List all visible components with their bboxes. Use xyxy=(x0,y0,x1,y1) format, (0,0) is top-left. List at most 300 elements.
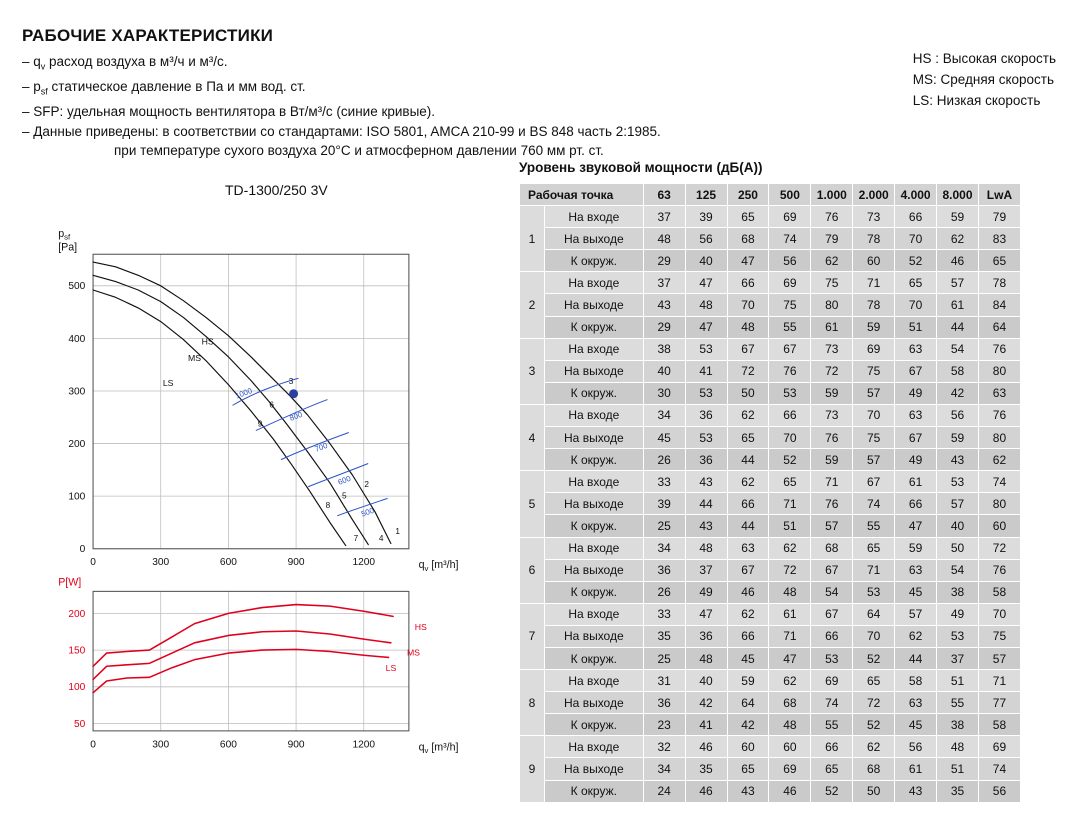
sfp-label-700: 700 xyxy=(313,440,329,454)
table-cell: 47 xyxy=(769,647,811,669)
row-label: На входе xyxy=(544,603,643,625)
table-cell: 74 xyxy=(978,471,1020,493)
table-cell: 69 xyxy=(811,670,853,692)
table-cell: 62 xyxy=(727,471,769,493)
table-cell: 33 xyxy=(643,603,685,625)
operating-point-3: 3 xyxy=(288,377,294,387)
table-header-row xyxy=(520,184,1021,206)
speed-legend xyxy=(913,48,1056,111)
row-label: К окруж. xyxy=(544,449,643,471)
table-row xyxy=(520,603,1021,625)
note-line-4: – Данные приведены: в соответствии со стандартами: ISO 5801, AMCA 210-99 и BS 848 часть 2:1985. xyxy=(22,123,661,139)
table-cell: 69 xyxy=(978,736,1020,758)
table-cell: 65 xyxy=(978,250,1020,272)
power-y-tick-label: 100 xyxy=(68,682,86,694)
table-cell: 43 xyxy=(643,294,685,316)
table-cell: 53 xyxy=(811,647,853,669)
table-cell: 80 xyxy=(978,427,1020,449)
table-cell: 65 xyxy=(727,758,769,780)
table-cell: 60 xyxy=(853,250,895,272)
table-row xyxy=(520,559,1021,581)
table-row xyxy=(520,250,1021,272)
table-cell: 76 xyxy=(811,427,853,449)
table-cell: 71 xyxy=(978,670,1020,692)
row-group-index: 7 xyxy=(520,603,545,669)
table-cell: 63 xyxy=(895,559,937,581)
table-cell: 70 xyxy=(727,294,769,316)
table-cell: 43 xyxy=(727,780,769,802)
table-cell: 68 xyxy=(853,758,895,780)
table-cell: 75 xyxy=(811,272,853,294)
acoustic-table-title: Уровень звуковой мощности (дБ(А)) xyxy=(519,160,763,175)
table-cell: 62 xyxy=(727,404,769,426)
table-cell: 65 xyxy=(727,206,769,228)
y-tick-label: 0 xyxy=(79,544,86,556)
table-row xyxy=(520,382,1021,404)
table-cell: 36 xyxy=(685,449,727,471)
table-row xyxy=(520,515,1021,537)
row-label: На входе xyxy=(544,404,643,426)
table-cell: 37 xyxy=(643,272,685,294)
table-cell: 46 xyxy=(727,581,769,603)
y-tick-label: 500 xyxy=(68,281,86,293)
table-cell: 72 xyxy=(727,360,769,382)
row-label: К окруж. xyxy=(544,316,643,338)
row-group-index: 2 xyxy=(520,272,545,338)
table-cell: 64 xyxy=(727,692,769,714)
table-cell: 37 xyxy=(685,559,727,581)
table-row xyxy=(520,471,1021,493)
table-row xyxy=(520,625,1021,647)
table-cell: 36 xyxy=(643,692,685,714)
curve-label-ls: LS xyxy=(162,378,174,388)
table-cell: 59 xyxy=(727,670,769,692)
y-tick-label: 100 xyxy=(68,491,86,503)
table-cell: 70 xyxy=(853,404,895,426)
table-cell: 74 xyxy=(811,692,853,714)
series-curve-MS xyxy=(93,631,391,679)
table-row xyxy=(520,228,1021,250)
table-cell: 65 xyxy=(853,670,895,692)
table-cell: 56 xyxy=(937,404,979,426)
table-cell: 72 xyxy=(853,692,895,714)
row-label: К окруж. xyxy=(544,581,643,603)
y-tick-label: 200 xyxy=(68,438,86,450)
power-x-axis-label: $q_v$ [m³/h] xyxy=(418,741,459,756)
table-cell: 67 xyxy=(769,338,811,360)
table-cell: 49 xyxy=(895,382,937,404)
table-cell: 65 xyxy=(853,537,895,559)
table-cell: 40 xyxy=(685,670,727,692)
table-row xyxy=(520,294,1021,316)
table-cell: 53 xyxy=(937,625,979,647)
row-label: На входе xyxy=(544,338,643,360)
curve-label-ms: MS xyxy=(188,352,202,363)
power-curve-label-hs: HS xyxy=(414,622,427,633)
table-cell: 72 xyxy=(811,360,853,382)
power-curve-label-ls: LS xyxy=(385,662,397,673)
table-cell: 42 xyxy=(685,692,727,714)
x-tick-label: 1200 xyxy=(352,557,376,569)
table-row xyxy=(520,206,1021,228)
table-cell: 35 xyxy=(937,780,979,802)
table-cell: 44 xyxy=(685,493,727,515)
table-cell: 71 xyxy=(769,625,811,647)
row-group-index: 5 xyxy=(520,471,545,537)
y-axis-label: $p_{sf}$ [Pa] xyxy=(58,227,78,254)
row-label: На входе xyxy=(544,471,643,493)
operating-point-1: 1 xyxy=(395,527,400,537)
col-header-2: 125 xyxy=(685,184,727,206)
table-cell: 70 xyxy=(895,294,937,316)
table-cell: 76 xyxy=(769,360,811,382)
table-cell: 77 xyxy=(978,692,1020,714)
x-tick-label: 300 xyxy=(152,557,170,569)
table-cell: 44 xyxy=(895,647,937,669)
table-cell: 66 xyxy=(769,404,811,426)
table-cell: 61 xyxy=(769,603,811,625)
table-cell: 37 xyxy=(937,647,979,669)
table-row xyxy=(520,537,1021,559)
table-cell: 47 xyxy=(685,603,727,625)
table-cell: 65 xyxy=(895,272,937,294)
table-cell: 66 xyxy=(895,493,937,515)
table-cell: 53 xyxy=(937,471,979,493)
table-cell: 68 xyxy=(727,228,769,250)
table-cell: 60 xyxy=(978,515,1020,537)
operating-point-marker xyxy=(289,389,298,398)
table-row xyxy=(520,670,1021,692)
table-cell: 53 xyxy=(685,427,727,449)
note-line-2: – $p_{sf}$ статическое давление в Па и мм вод. ст. xyxy=(22,79,306,97)
table-cell: 70 xyxy=(978,603,1020,625)
table-cell: 60 xyxy=(769,736,811,758)
power-x-tick-label: 0 xyxy=(90,739,96,751)
table-cell: 68 xyxy=(811,537,853,559)
table-cell: 57 xyxy=(937,493,979,515)
col-header-3: 250 xyxy=(727,184,769,206)
pressure-chart xyxy=(58,228,458,573)
table-cell: 63 xyxy=(727,537,769,559)
power-y-tick-label: 200 xyxy=(68,608,86,620)
table-cell: 66 xyxy=(811,736,853,758)
table-cell: 29 xyxy=(643,316,685,338)
table-cell: 76 xyxy=(811,493,853,515)
col-header-4: 500 xyxy=(769,184,811,206)
table-cell: 66 xyxy=(895,206,937,228)
table-cell: 42 xyxy=(727,714,769,736)
table-cell: 47 xyxy=(895,515,937,537)
operating-point-9: 9 xyxy=(257,419,263,429)
row-label: На выходе xyxy=(544,228,643,250)
row-label: На выходе xyxy=(544,493,643,515)
row-group-index: 3 xyxy=(520,338,545,404)
table-cell: 72 xyxy=(978,537,1020,559)
table-cell: 46 xyxy=(769,780,811,802)
table-cell: 54 xyxy=(811,581,853,603)
legend-hs: HS : Высокая скорость xyxy=(912,51,1056,66)
table-cell: 67 xyxy=(811,603,853,625)
row-label: На входе xyxy=(544,272,643,294)
row-group-index: 4 xyxy=(520,404,545,470)
table-cell: 76 xyxy=(811,206,853,228)
table-cell: 67 xyxy=(853,471,895,493)
col-header-9: LwA xyxy=(978,184,1020,206)
table-row xyxy=(520,404,1021,426)
col-header-7: 4.000 xyxy=(895,184,937,206)
table-cell: 49 xyxy=(895,449,937,471)
table-cell: 46 xyxy=(937,250,979,272)
table-cell: 52 xyxy=(853,714,895,736)
table-cell: 70 xyxy=(853,625,895,647)
table-cell: 53 xyxy=(769,382,811,404)
row-label: К окруж. xyxy=(544,382,643,404)
row-group-index: 9 xyxy=(520,736,545,802)
table-cell: 71 xyxy=(769,493,811,515)
table-cell: 61 xyxy=(895,471,937,493)
table-cell: 48 xyxy=(685,647,727,669)
table-cell: 59 xyxy=(811,382,853,404)
table-cell: 76 xyxy=(978,338,1020,360)
table-cell: 26 xyxy=(643,581,685,603)
table-cell: 24 xyxy=(643,780,685,802)
table-cell: 74 xyxy=(978,758,1020,780)
table-cell: 74 xyxy=(853,493,895,515)
table-cell: 23 xyxy=(643,714,685,736)
table-cell: 52 xyxy=(811,780,853,802)
table-row xyxy=(520,316,1021,338)
power-y-tick-label: 50 xyxy=(74,718,86,730)
table-cell: 66 xyxy=(811,625,853,647)
table-cell: 48 xyxy=(727,316,769,338)
row-label: К окруж. xyxy=(544,647,643,669)
table-cell: 36 xyxy=(685,625,727,647)
table-cell: 46 xyxy=(685,736,727,758)
table-cell: 48 xyxy=(685,294,727,316)
sfp-label-800: 800 xyxy=(288,409,304,423)
table-cell: 63 xyxy=(895,692,937,714)
table-cell: 53 xyxy=(685,382,727,404)
col-header-1: 63 xyxy=(643,184,685,206)
x-axis-label: $q_v$ [m³/h] xyxy=(418,559,459,574)
sfp-label-600: 600 xyxy=(336,473,352,487)
table-cell: 34 xyxy=(643,758,685,780)
table-cell: 57 xyxy=(937,272,979,294)
table-row xyxy=(520,581,1021,603)
table-cell: 55 xyxy=(853,515,895,537)
power-chart xyxy=(58,577,458,756)
table-cell: 68 xyxy=(769,692,811,714)
table-cell: 69 xyxy=(769,206,811,228)
table-cell: 62 xyxy=(853,736,895,758)
table-cell: 66 xyxy=(727,272,769,294)
table-cell: 38 xyxy=(643,338,685,360)
table-row xyxy=(520,758,1021,780)
table-cell: 62 xyxy=(811,250,853,272)
row-group-index: 6 xyxy=(520,537,545,603)
table-cell: 54 xyxy=(937,559,979,581)
table-cell: 44 xyxy=(727,515,769,537)
row-label: К окруж. xyxy=(544,515,643,537)
operating-point-6: 6 xyxy=(269,400,274,410)
table-cell: 73 xyxy=(811,338,853,360)
table-cell: 36 xyxy=(685,404,727,426)
table-cell: 48 xyxy=(685,537,727,559)
col-header-8: 8.000 xyxy=(937,184,979,206)
table-cell: 48 xyxy=(769,714,811,736)
table-cell: 45 xyxy=(643,427,685,449)
table-cell: 43 xyxy=(685,471,727,493)
table-cell: 67 xyxy=(727,559,769,581)
table-cell: 71 xyxy=(853,559,895,581)
table-cell: 49 xyxy=(937,603,979,625)
table-cell: 44 xyxy=(727,449,769,471)
table-cell: 75 xyxy=(978,625,1020,647)
col-header-5: 1.000 xyxy=(811,184,853,206)
operating-point-8: 8 xyxy=(325,501,331,511)
table-row xyxy=(520,714,1021,736)
table-cell: 80 xyxy=(811,294,853,316)
table-cell: 35 xyxy=(643,625,685,647)
table-cell: 63 xyxy=(895,404,937,426)
table-cell: 29 xyxy=(643,250,685,272)
table-cell: 41 xyxy=(685,714,727,736)
table-cell: 36 xyxy=(643,559,685,581)
table-cell: 58 xyxy=(895,670,937,692)
table-cell: 62 xyxy=(978,449,1020,471)
table-cell: 60 xyxy=(727,736,769,758)
operating-point-4: 4 xyxy=(378,534,384,543)
table-cell: 52 xyxy=(895,250,937,272)
row-label: На выходе xyxy=(544,559,643,581)
table-cell: 78 xyxy=(978,272,1020,294)
table-cell: 56 xyxy=(978,780,1020,802)
table-cell: 49 xyxy=(685,581,727,603)
table-cell: 52 xyxy=(853,647,895,669)
table-cell: 80 xyxy=(978,493,1020,515)
series-curve-HS xyxy=(93,262,391,543)
note-line-5: при температуре сухого воздуха 20°C и атмосферном давлении 760 мм рт. ст. xyxy=(114,143,604,159)
table-row xyxy=(520,272,1021,294)
acoustic-table-body xyxy=(520,206,1021,803)
table-cell: 50 xyxy=(937,537,979,559)
table-cell: 56 xyxy=(895,736,937,758)
table-cell: 78 xyxy=(853,294,895,316)
table-cell: 61 xyxy=(895,758,937,780)
table-cell: 51 xyxy=(937,670,979,692)
table-cell: 55 xyxy=(769,316,811,338)
x-tick-label: 600 xyxy=(219,557,237,569)
table-cell: 45 xyxy=(895,714,937,736)
table-cell: 51 xyxy=(937,758,979,780)
table-cell: 45 xyxy=(895,581,937,603)
power-x-tick-label: 600 xyxy=(219,739,237,751)
x-tick-label: 0 xyxy=(90,557,96,569)
row-group-index: 8 xyxy=(520,670,545,736)
table-cell: 52 xyxy=(769,449,811,471)
y-tick-label: 300 xyxy=(68,386,86,398)
table-cell: 61 xyxy=(811,316,853,338)
power-y-axis-label: P[W] xyxy=(58,576,82,589)
table-cell: 76 xyxy=(978,559,1020,581)
table-cell: 65 xyxy=(769,471,811,493)
notes-block xyxy=(22,52,661,161)
table-cell: 59 xyxy=(853,316,895,338)
table-row xyxy=(520,780,1021,802)
table-cell: 71 xyxy=(853,272,895,294)
table-cell: 59 xyxy=(937,427,979,449)
row-label: На входе xyxy=(544,736,643,758)
legend-ls: LS: Низкая скорость xyxy=(912,93,1041,108)
table-cell: 59 xyxy=(895,537,937,559)
table-row xyxy=(520,449,1021,471)
table-cell: 73 xyxy=(853,206,895,228)
table-cell: 40 xyxy=(937,515,979,537)
table-cell: 32 xyxy=(643,736,685,758)
table-cell: 73 xyxy=(811,404,853,426)
table-cell: 57 xyxy=(978,647,1020,669)
note-line-3: – SFP: удельная мощность вентилятора в Вт/м³/с (синие кривые). xyxy=(22,104,436,120)
table-cell: 67 xyxy=(811,559,853,581)
table-cell: 35 xyxy=(685,758,727,780)
row-label: К окруж. xyxy=(544,780,643,802)
table-cell: 57 xyxy=(853,382,895,404)
table-cell: 62 xyxy=(937,228,979,250)
row-label: На выходе xyxy=(544,427,643,449)
table-cell: 69 xyxy=(769,758,811,780)
table-cell: 51 xyxy=(769,515,811,537)
table-cell: 57 xyxy=(853,449,895,471)
table-cell: 38 xyxy=(937,581,979,603)
table-cell: 47 xyxy=(685,316,727,338)
table-cell: 67 xyxy=(895,427,937,449)
operating-point-2: 2 xyxy=(364,479,369,489)
series-curve-HS xyxy=(93,605,393,667)
table-row xyxy=(520,647,1021,669)
row-label: К окруж. xyxy=(544,250,643,272)
table-cell: 71 xyxy=(811,471,853,493)
table-cell: 31 xyxy=(643,670,685,692)
table-cell: 83 xyxy=(978,228,1020,250)
table-cell: 58 xyxy=(937,360,979,382)
note-line-1: – $q_v$ расход воздуха в м³/ч и м³/с. xyxy=(22,54,228,72)
table-cell: 80 xyxy=(978,360,1020,382)
table-cell: 78 xyxy=(853,228,895,250)
power-curve-label-ms: MS xyxy=(406,647,420,658)
table-row xyxy=(520,427,1021,449)
table-cell: 62 xyxy=(727,603,769,625)
table-cell: 59 xyxy=(811,449,853,471)
table-cell: 56 xyxy=(685,228,727,250)
table-cell: 55 xyxy=(937,692,979,714)
table-cell: 70 xyxy=(769,427,811,449)
table-cell: 84 xyxy=(978,294,1020,316)
table-cell: 50 xyxy=(727,382,769,404)
table-cell: 63 xyxy=(978,382,1020,404)
row-label: На выходе xyxy=(544,360,643,382)
table-cell: 55 xyxy=(811,714,853,736)
table-cell: 66 xyxy=(727,493,769,515)
table-cell: 25 xyxy=(643,647,685,669)
table-cell: 66 xyxy=(727,625,769,647)
sfp-label-1000: 1000 xyxy=(234,386,254,401)
table-cell: 33 xyxy=(643,471,685,493)
operating-point-7: 7 xyxy=(353,534,359,543)
table-cell: 34 xyxy=(643,537,685,559)
power-x-tick-label: 300 xyxy=(152,739,170,751)
table-cell: 37 xyxy=(643,206,685,228)
power-x-tick-label: 900 xyxy=(287,739,305,751)
